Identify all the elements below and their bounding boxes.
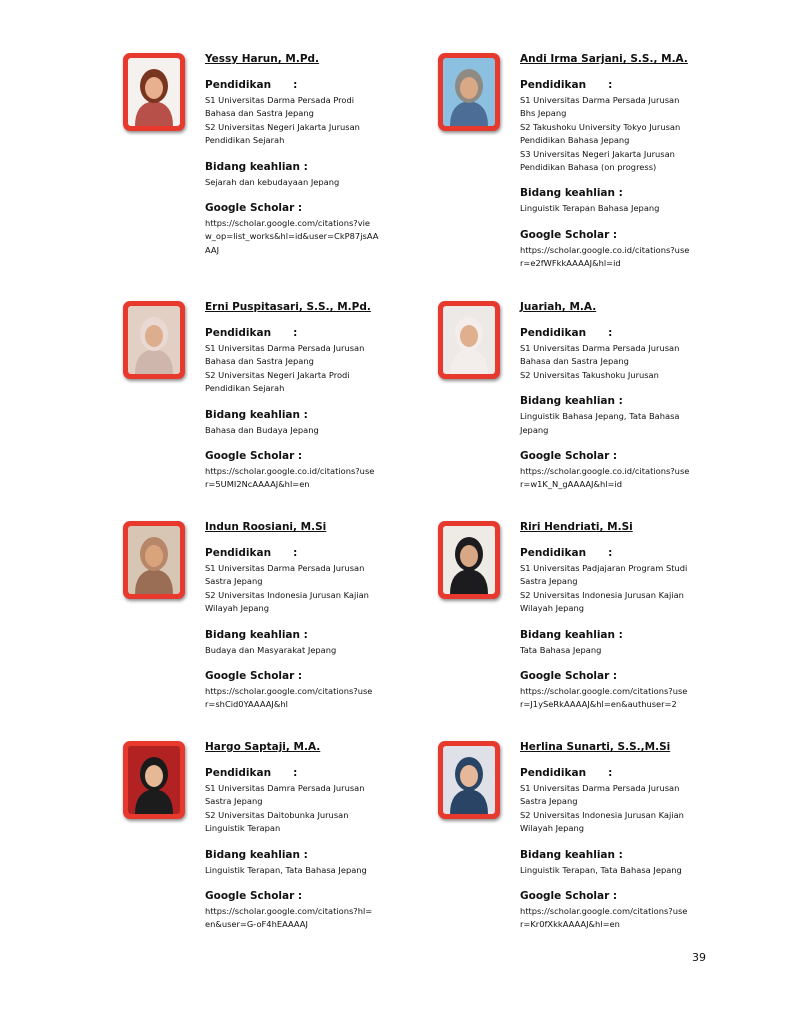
scholar-link-line[interactable]: https://scholar.google.co.id/citations?use — [520, 466, 690, 477]
profile-name: Indun Roosiani, M.Si — [205, 521, 327, 533]
expertise-label: Bidang keahlian : — [520, 848, 623, 861]
scholar-link-line[interactable]: w_op=list_works&hl=id&user=CkP87jsAA — [205, 231, 379, 242]
education-line: S2 Universitas Indonesia Jurusan Kajian — [205, 589, 369, 600]
scholar-label: Google Scholar : — [205, 890, 303, 903]
education-line: S2 Takushoku University Tokyo Jurusan — [520, 121, 681, 132]
scholar-link-line[interactable]: https://scholar.google.com/citations?use — [520, 906, 688, 917]
scholar-link-line[interactable]: r=w1K_N_gAAAAJ&hl=id — [520, 479, 623, 490]
education-label-colon: : — [608, 767, 613, 779]
education-label — [205, 767, 405, 780]
scholar-section — [205, 670, 405, 712]
expertise-section — [520, 849, 720, 877]
scholar-label: Google Scholar : — [520, 670, 618, 683]
scholar-link-line[interactable]: https://scholar.google.com/citations?use — [205, 686, 373, 697]
scholar-link-line[interactable]: https://scholar.google.co.id/citations?use — [520, 244, 690, 255]
education-section — [520, 547, 720, 616]
expertise-section — [520, 187, 720, 215]
education-line: S1 Universitas Darma Persada Jurusan — [205, 343, 365, 353]
scholar-section — [205, 202, 405, 257]
profile-info — [520, 301, 720, 492]
profile-photo — [123, 741, 185, 819]
education-label — [205, 79, 405, 92]
education-line: S2 Universitas Indonesia Jurusan Kajian — [520, 809, 684, 820]
scholar-link-line[interactable]: en&user=G-oF4hEAAAAJ — [205, 919, 308, 930]
page-number: 39 — [692, 951, 706, 964]
education-label-text: Pendidikan — [205, 767, 272, 779]
education-label-colon: : — [293, 327, 298, 339]
profile-photo — [123, 53, 185, 131]
education-label-text: Pendidikan — [520, 547, 587, 559]
education-line: S1 Universitas Darma Persada Prodi — [205, 95, 355, 105]
profile-name: Hargo Saptaji, M.A. — [205, 741, 321, 753]
scholar-section — [205, 450, 405, 492]
scholar-link-line[interactable]: r=5UMI2NcAAAAJ&hl=en — [205, 479, 310, 490]
education-label-text: Pendidikan — [520, 327, 587, 339]
education-label-colon: : — [293, 79, 298, 91]
profile-info — [520, 521, 720, 712]
education-line: S1 Universitas Darma Persada Jurusan — [205, 563, 365, 573]
expertise-section — [520, 629, 720, 657]
scholar-link-line[interactable]: r=Kr0fXkkAAAAJ&hl=en — [520, 919, 620, 930]
expertise-section — [205, 629, 405, 657]
profile-photo — [123, 521, 185, 599]
scholar-link-line[interactable]: https://scholar.google.com/citations?vie — [205, 218, 371, 229]
education-line: Pendidikan Bahasa Jepang — [520, 135, 630, 146]
scholar-section — [520, 890, 720, 932]
expertise-label: Bidang keahlian : — [205, 408, 308, 421]
education-label-text: Pendidikan — [205, 79, 272, 91]
expertise-label: Bidang keahlian : — [520, 187, 623, 200]
expertise-section — [205, 409, 405, 437]
expertise-line: Linguistik Terapan, Tata Bahasa Jepang — [205, 864, 367, 875]
profile-name: Riri Hendriati, M.Si — [520, 521, 633, 533]
education-line: Sastra Jepang — [205, 796, 263, 807]
education-section — [520, 767, 720, 836]
education-line: S2 Universitas Negeri Jakarta Prodi — [205, 369, 350, 380]
expertise-section — [205, 161, 405, 189]
education-label-colon: : — [608, 327, 613, 339]
education-line: Wilayah Jepang — [205, 603, 270, 614]
scholar-label: Google Scholar : — [205, 450, 303, 463]
education-line: Bahasa dan Sastra Jepang — [205, 356, 314, 367]
education-section — [205, 767, 405, 836]
expertise-line: Jepang — [520, 424, 549, 435]
education-label-colon: : — [293, 767, 298, 779]
education-line: Sastra Jepang — [520, 576, 578, 587]
education-line: Sastra Jepang — [520, 796, 578, 807]
expertise-label: Bidang keahlian : — [520, 395, 623, 408]
expertise-line: Tata Bahasa Jepang — [520, 644, 602, 655]
expertise-line: Linguistik Terapan, Tata Bahasa Jepang — [520, 864, 682, 875]
expertise-label: Bidang keahlian : — [205, 848, 308, 861]
education-section — [205, 327, 405, 396]
education-line: S2 Universitas Negeri Jakarta Jurusan — [205, 121, 360, 132]
education-line: Pendidikan Sejarah — [205, 135, 285, 146]
scholar-label: Google Scholar : — [205, 670, 303, 683]
scholar-link-line[interactable]: r=J1ySeRkAAAAJ&hl=en&authuser=2 — [520, 699, 677, 710]
education-line: Wilayah Jepang — [520, 603, 585, 614]
education-label-text: Pendidikan — [205, 327, 272, 339]
education-line: S2 Universitas Daitobunka Jurusan — [205, 809, 349, 820]
education-line: S3 Universitas Negeri Jakarta Jurusan — [520, 148, 675, 159]
education-line: Pendidikan Sejarah — [205, 383, 285, 394]
education-line: S2 Universitas Takushoku Jurusan — [520, 369, 659, 380]
education-label-colon: : — [608, 547, 613, 559]
expertise-section — [205, 849, 405, 877]
education-line: S2 Universitas Indonesia Jurusan Kajian — [520, 589, 684, 600]
education-label — [205, 547, 405, 560]
scholar-link-line[interactable]: https://scholar.google.com/citations?use — [520, 686, 688, 697]
scholar-section — [520, 670, 720, 712]
education-section — [205, 547, 405, 616]
education-line: Bahasa dan Sastra Jepang — [520, 356, 629, 367]
education-label-text: Pendidikan — [205, 547, 272, 559]
scholar-label: Google Scholar : — [520, 890, 618, 903]
education-label-text: Pendidikan — [520, 79, 587, 91]
expertise-line: Sejarah dan kebudayaan Jepang — [205, 176, 340, 187]
profile-photo — [438, 301, 500, 379]
education-line: S1 Universitas Darma Persada Jurusan — [520, 95, 680, 105]
education-section — [520, 327, 720, 382]
profile-photo — [123, 301, 185, 379]
profile-info — [520, 53, 720, 271]
education-label — [205, 327, 405, 340]
education-line: S1 Universitas Darma Persada Jurusan — [520, 783, 680, 793]
profile-name: Yessy Harun, M.Pd. — [205, 53, 320, 65]
education-line: Linguistik Terapan — [205, 823, 281, 834]
profile-info — [205, 521, 405, 712]
education-line: Sastra Jepang — [205, 576, 263, 587]
profile-photo — [438, 53, 500, 131]
education-label — [520, 547, 720, 560]
profile-name: Juariah, M.A. — [520, 301, 597, 313]
scholar-section — [205, 890, 405, 932]
education-line: Wilayah Jepang — [520, 823, 585, 834]
education-label — [520, 327, 720, 340]
scholar-link-line[interactable]: AAJ — [205, 244, 220, 255]
profile-info — [520, 741, 720, 932]
scholar-label: Google Scholar : — [205, 202, 303, 215]
scholar-link-line[interactable]: https://scholar.google.co.id/citations?use — [205, 466, 375, 477]
education-label — [520, 79, 720, 92]
education-line: S1 Universitas Darma Persada Jurusan — [520, 343, 680, 353]
scholar-section — [520, 229, 720, 271]
education-line: Pendidikan Bahasa (on progress) — [520, 162, 657, 173]
profile-photo — [438, 521, 500, 599]
expertise-label: Bidang keahlian : — [520, 628, 623, 641]
education-line: Bahasa dan Sastra Jepang — [205, 108, 314, 119]
education-label — [520, 767, 720, 780]
education-section — [205, 79, 405, 148]
profile-info — [205, 53, 405, 257]
profile-name: Erni Puspitasari, S.S., M.Pd. — [205, 301, 371, 313]
education-label-text: Pendidikan — [520, 767, 587, 779]
expertise-label: Bidang keahlian : — [205, 160, 308, 173]
education-line: Bhs Jepang — [520, 108, 567, 119]
expertise-line: Linguistik Terapan Bahasa Jepang — [520, 203, 660, 214]
expertise-label: Bidang keahlian : — [205, 628, 308, 641]
expertise-section — [520, 395, 720, 437]
profile-info — [205, 301, 405, 492]
expertise-line: Budaya dan Masyarakat Jepang — [205, 644, 337, 655]
expertise-line: Linguistik Bahasa Jepang, Tata Bahasa — [520, 411, 680, 422]
scholar-link-line[interactable]: r=e2fWFkkAAAAJ&hl=id — [520, 258, 621, 269]
education-label-colon: : — [293, 547, 298, 559]
profile-name: Herlina Sunarti, S.S.,M.Si — [520, 741, 671, 753]
education-line: S1 Universitas Damra Persada Jurusan — [205, 783, 365, 793]
scholar-section — [520, 450, 720, 492]
education-line: S1 Universitas Padjajaran Program Studi — [520, 563, 688, 573]
education-label-colon: : — [608, 79, 613, 91]
scholar-label: Google Scholar : — [520, 228, 618, 241]
profile-photo — [438, 741, 500, 819]
education-section — [520, 79, 720, 174]
expertise-line: Bahasa dan Budaya Jepang — [205, 424, 319, 435]
profile-name: Andi Irma Sarjani, S.S., M.A. — [520, 53, 688, 65]
scholar-link-line[interactable]: r=shCid0YAAAAJ&hl — [205, 699, 288, 710]
profile-info — [205, 741, 405, 932]
scholar-label: Google Scholar : — [520, 450, 618, 463]
scholar-link-line[interactable]: https://scholar.google.com/citations?hl= — [205, 906, 373, 917]
